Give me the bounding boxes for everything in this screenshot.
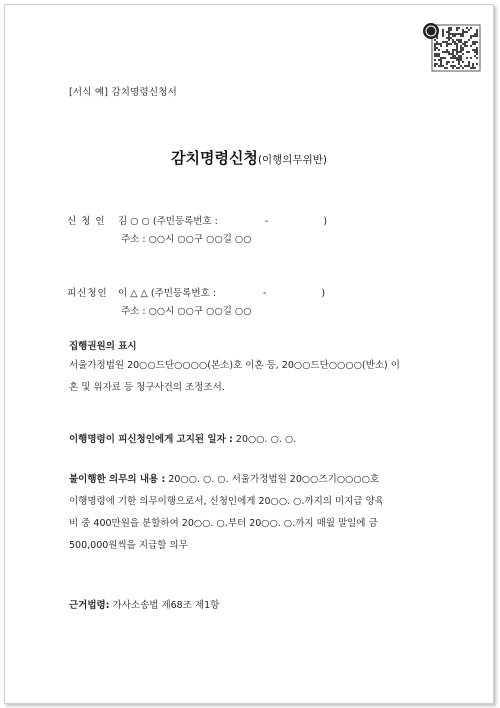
duty-paragraph bbox=[69, 469, 442, 557]
duty-label: 불이행한 의무의 내용 : bbox=[69, 474, 166, 485]
duty-line-1-text: 20○○. ○. ○. 서울가정법원 20○○즈기○○○○호 bbox=[168, 474, 380, 485]
respondent-reg-mid: - bbox=[262, 288, 267, 299]
form-label: [서식 예] 감치명령신청서 bbox=[69, 87, 178, 98]
applicant-row bbox=[67, 213, 327, 227]
respondent-address-label: 주소 : bbox=[121, 306, 146, 317]
court-seal-icon bbox=[414, 21, 484, 73]
applicant-label: 신 청 인 bbox=[67, 216, 106, 227]
respondent-address: ○○시 ○○구 ○○길 ○○ bbox=[148, 306, 252, 317]
duty-line-1 bbox=[69, 469, 442, 491]
document-title bbox=[5, 147, 493, 168]
applicant-reg-prefix: (주민등록번호 : bbox=[152, 216, 218, 227]
legal-basis-row bbox=[69, 595, 442, 617]
document-page bbox=[4, 4, 494, 704]
respondent-name: 이 △ △ bbox=[118, 288, 148, 299]
applicant-name: 김 ○ ○ bbox=[118, 216, 150, 227]
legal-basis-value: 가사소송법 제68조 제1항 bbox=[112, 600, 220, 611]
respondent-label: 피신청인 bbox=[67, 288, 108, 299]
enforcement-title-heading: 집행권원의 표시 bbox=[69, 341, 137, 352]
legal-basis-label: 근거법령: bbox=[69, 600, 110, 611]
notice-date-value: 20○○. ○. ○. bbox=[235, 434, 297, 445]
notice-date-row bbox=[69, 429, 442, 451]
respondent-reg-close: ) bbox=[321, 288, 326, 299]
enforcement-paragraph bbox=[69, 355, 442, 399]
notice-date-label: 이행명령이 피신청인에게 고지된 일자 : bbox=[69, 434, 233, 445]
applicant-address-label: 주소 : bbox=[121, 234, 146, 245]
respondent-reg-prefix: (주민등록번호 : bbox=[150, 288, 216, 299]
duty-line-4: 500,000원씩을 지급할 의무 bbox=[69, 540, 188, 551]
duty-line-3: 비 중 400만원을 분할하여 20○○. ○.부터 20○○. ○.까지 매월 말일에 금 bbox=[69, 518, 378, 529]
respondent-address-row bbox=[121, 303, 252, 317]
enforcement-line-1: 서울가정법원 20○○드단○○○○(본소)호 이혼 등, 20○○드단○○○○(반소) 이 bbox=[69, 360, 400, 371]
title-sub: (이행의무위반) bbox=[257, 154, 327, 166]
applicant-reg-close: ) bbox=[323, 216, 328, 227]
applicant-address-row bbox=[121, 231, 252, 245]
respondent-row bbox=[67, 285, 325, 299]
applicant-reg-mid: - bbox=[264, 216, 269, 227]
applicant-address: ○○시 ○○구 ○○길 ○○ bbox=[148, 234, 252, 245]
duty-line-2: 이행명령에 기한 의무이행으로서, 신청인에게 20○○. ○.까지의 미지급 양육 bbox=[69, 496, 384, 507]
title-main: 감치명령신청 bbox=[170, 149, 258, 167]
enforcement-line-2: 혼 및 위자료 등 청구사건의 조정조서. bbox=[69, 382, 225, 393]
